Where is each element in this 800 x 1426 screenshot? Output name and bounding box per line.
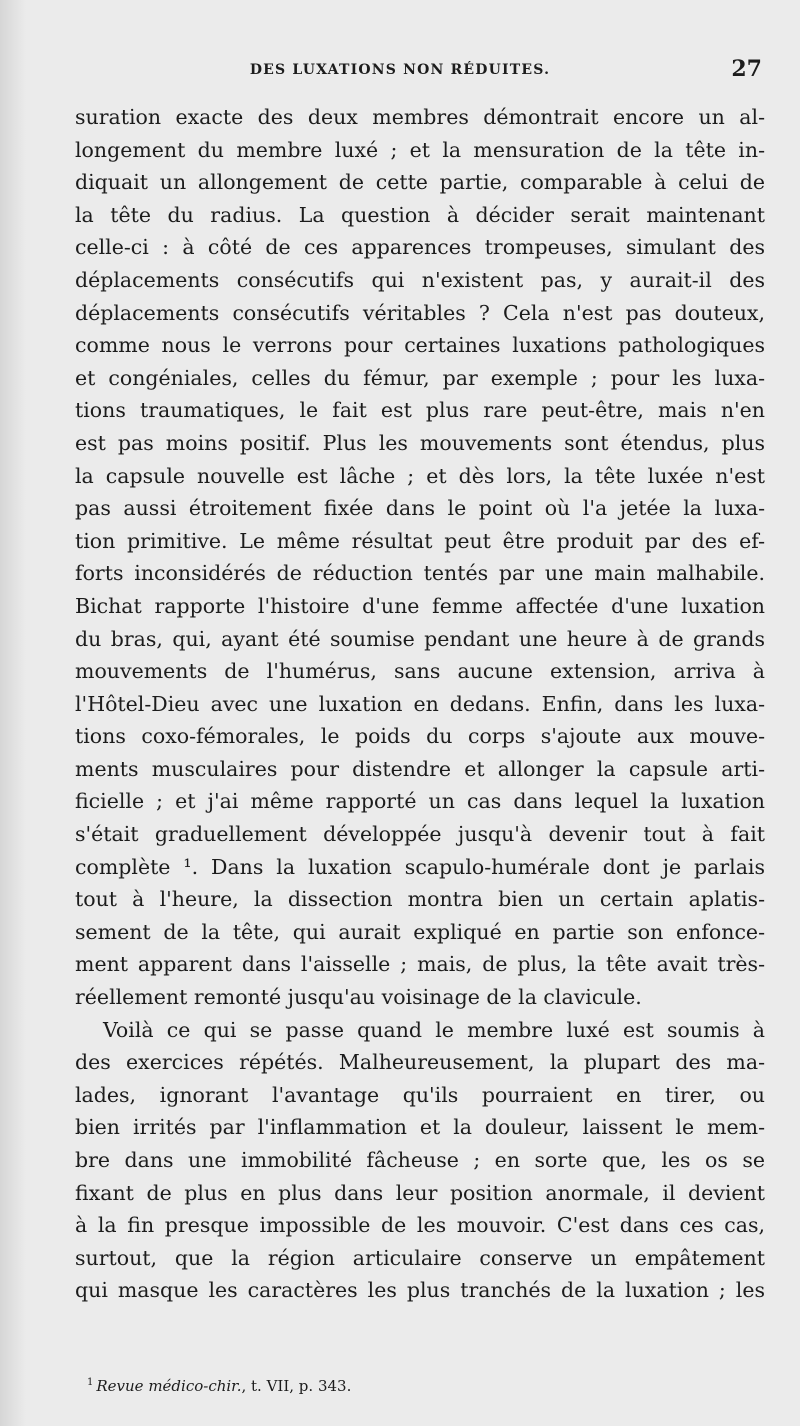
running-title: DES LUXATIONS NON RÉDUITES. bbox=[249, 62, 551, 78]
text-line: Voilà ce qui se passe quand le membre luxé est soumis à bbox=[103, 1017, 765, 1042]
page-number: 27 bbox=[731, 56, 762, 82]
text-line: longement du membre luxé ; et la mensuration de la tête in- bbox=[75, 137, 765, 162]
body-text bbox=[75, 101, 765, 1307]
text-line: des exercices répétés. Malheureusement, la plupart des ma- bbox=[75, 1050, 765, 1075]
text-line: mouvements de l'humérus, sans aucune extension, arriva à bbox=[75, 659, 765, 684]
running-head bbox=[0, 56, 800, 90]
text-line: tions traumatiques, le fait est plus rare peut-être, mais n'en bbox=[75, 398, 765, 423]
text-line: suration exacte des deux membres démontrait encore un al- bbox=[75, 105, 765, 129]
text-line: s'était graduellement développée jusqu'à devenir tout à fait bbox=[75, 822, 765, 847]
text-line: forts inconsidérés de réduction tentés par une main malhabile. bbox=[75, 561, 765, 586]
text-line: ments musculaires pour distendre et allonger la capsule arti- bbox=[75, 756, 765, 781]
text-line: fixant de plus en plus dans leur position anormale, il devient bbox=[75, 1180, 765, 1205]
text-line: la capsule nouvelle est lâche ; et dès lors, la tête luxée n'est bbox=[75, 463, 765, 488]
text-line: déplacements consécutifs véritables ? Cela n'est pas douteux, bbox=[75, 300, 765, 325]
text-line: ficielle ; et j'ai même rapporté un cas dans lequel la luxation bbox=[75, 789, 765, 814]
footnote-reference: , t. VII, p. 343. bbox=[241, 1377, 352, 1395]
footnote-mark: 1 bbox=[87, 1377, 94, 1388]
text-line: Bichat rapporte l'histoire d'une femme affectée d'une luxation bbox=[75, 593, 765, 618]
text-line: qui masque les caractères les plus tranchés de la luxation ; les bbox=[75, 1278, 765, 1303]
text-line: tout à l'heure, la dissection montra bien un certain aplatis- bbox=[75, 887, 765, 912]
footnote-source: Revue médico-chir. bbox=[96, 1377, 242, 1395]
text-line: bien irrités par l'inflammation et la douleur, laissent le mem- bbox=[75, 1115, 765, 1140]
page-gutter bbox=[0, 0, 26, 1426]
text-line: déplacements consécutifs qui n'existent pas, y aurait-il des bbox=[75, 267, 765, 292]
text-line: à la fin presque impossible de les mouvoir. C'est dans ces cas, bbox=[75, 1213, 765, 1238]
text-line: du bras, qui, ayant été soumise pendant une heure à de grands bbox=[75, 626, 765, 651]
text-line: surtout, que la région articulaire conserve un empâtement bbox=[75, 1245, 765, 1270]
text-line: tions coxo-fémorales, le poids du corps s'ajoute aux mouve- bbox=[75, 724, 765, 749]
paragraph-2 bbox=[75, 1014, 765, 1307]
text-line: réellement remonté jusqu'au voisinage de la clavicule. bbox=[75, 985, 642, 1010]
text-line: la tête du radius. La question à décider serait maintenant bbox=[75, 202, 765, 227]
text-line: et congéniales, celles du fémur, par exemple ; pour les luxa- bbox=[75, 365, 765, 390]
text-line: l'Hôtel-Dieu avec une luxation en dedans. Enfin, dans les luxa- bbox=[75, 691, 765, 716]
text-line: bre dans une immobilité fâcheuse ; en sorte que, les os se bbox=[75, 1148, 765, 1172]
text-line: ment apparent dans l'aisselle ; mais, de plus, la tête avait très- bbox=[75, 952, 765, 977]
text-line: lades, ignorant l'avantage qu'ils pourraient en tirer, ou bbox=[75, 1082, 765, 1107]
text-line: celle-ci : à côté de ces apparences trompeuses, simulant des bbox=[75, 235, 765, 260]
text-line: tion primitive. Le même résultat peut être produit par des ef- bbox=[75, 528, 765, 553]
footnote bbox=[87, 1377, 351, 1395]
text-line: complète ¹. Dans la luxation scapulo-humérale dont je parlais bbox=[75, 854, 765, 879]
text-line: est pas moins positif. Plus les mouvements sont étendus, plus bbox=[75, 430, 765, 455]
text-line: pas aussi étroitement fixée dans le point où l'a jetée la luxa- bbox=[75, 496, 765, 521]
text-line: comme nous le verrons pour certaines luxations pathologiques bbox=[75, 333, 765, 358]
paragraph-1 bbox=[75, 101, 765, 1014]
text-line: sement de la tête, qui aurait expliqué en partie son enfonce- bbox=[75, 919, 765, 944]
text-line: diquait un allongement de cette partie, comparable à celui de bbox=[75, 170, 765, 195]
